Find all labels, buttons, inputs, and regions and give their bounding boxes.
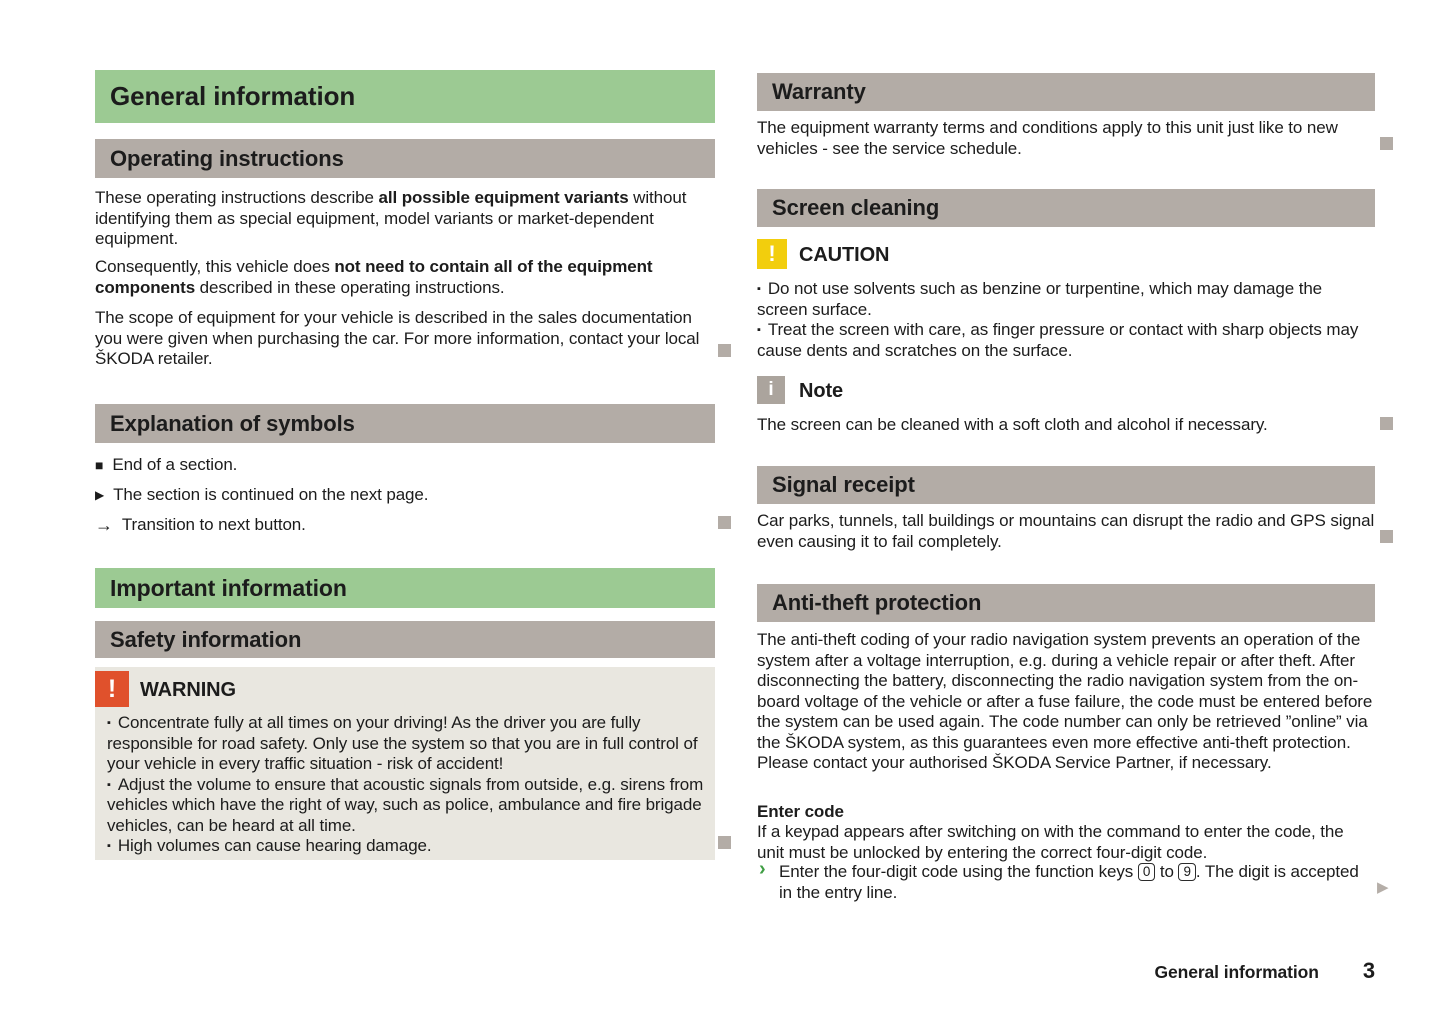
end-of-section-marker <box>718 516 731 529</box>
section-header-label: Important information <box>110 574 347 601</box>
section-header-screen-cleaning <box>757 189 1375 227</box>
warning-title: WARNING <box>140 679 236 701</box>
paragraph-operating-2 <box>95 257 715 298</box>
symbol-description: Transition to next button. <box>121 515 306 534</box>
footer-section-label: General information <box>1154 962 1319 982</box>
end-of-section-marker <box>718 344 731 357</box>
symbol-list-item <box>95 452 237 478</box>
paragraph-text: without identifying them as special equipment, model variants or market-dependent equipment. <box>95 188 687 248</box>
caution-icon <box>757 239 787 269</box>
bullet-icon: ▪ <box>757 324 761 336</box>
bullet-icon: ▪ <box>107 778 111 791</box>
end-of-section-marker <box>1380 530 1393 543</box>
section-header-anti-theft-protection <box>757 584 1375 622</box>
bullet-icon: ▪ <box>107 840 111 852</box>
footer-page-number: 3 <box>1362 958 1375 983</box>
paragraph-operating-1 <box>95 188 715 250</box>
transition-arrow-symbol-icon: → <box>95 515 113 535</box>
warning-icon-glyph: ! <box>107 674 117 703</box>
key-9-icon: 9 <box>1178 863 1195 881</box>
section-header-operating-instructions <box>95 139 715 178</box>
right-column <box>757 0 1389 1018</box>
left-column <box>95 0 715 1018</box>
warning-box <box>95 667 715 860</box>
section-header-explanation-of-symbols <box>95 404 715 443</box>
enter-code-step <box>757 858 1375 903</box>
end-of-section-marker <box>1380 417 1393 430</box>
section-header-general-information <box>95 70 715 123</box>
caution-icon-glyph: ! <box>768 241 776 266</box>
end-of-section-marker <box>718 836 731 849</box>
section-header-label: Operating instructions <box>110 145 344 171</box>
caution-bullet <box>757 320 1375 361</box>
section-header-label: Signal receipt <box>772 472 915 497</box>
symbol-description: The section is continued on the next page. <box>113 485 429 504</box>
paragraph-anti-theft: The anti-theft coding of your radio navigation system prevents an operation of the system after a voltage interruption, e.g. during a vehicle repair or after theft. After disconnecting the battery, disconnecting the radio navigation system from the on-board voltage of the vehicle or after a fuse failure, the code must be entered before the system can be used again. The code number can only be retrieved ”online” via the ŠKODA system, as this guarantees even more effective anti-theft protection. Please contact your authorised ŠKODA Service Partner, if necessary. <box>757 630 1373 772</box>
note-title: Note <box>799 380 844 402</box>
caution-bullet <box>757 279 1375 320</box>
paragraph-text: Consequently, this vehicle does <box>95 257 335 276</box>
section-header-label: Screen cleaning <box>772 195 940 220</box>
paragraph-text: These operating instructions describe <box>95 188 379 207</box>
section-continued-symbol-icon: ▶ <box>95 488 105 502</box>
warning-bullet <box>107 775 705 837</box>
section-header-signal-receipt <box>757 466 1375 504</box>
caution-title: CAUTION <box>799 244 890 266</box>
paragraph-enter-code: If a keypad appears after switching on with the command to enter the code, the unit must be unlocked by entering the correct four-digit code. <box>757 822 1344 862</box>
key-0-icon: 0 <box>1138 863 1155 881</box>
paragraph-note: The screen can be cleaned with a soft cloth and alcohol if necessary. <box>757 415 1268 434</box>
bullet-text: Treat the screen with care, as finger pressure or contact with sharp objects may cause dents and scratches on the surface. <box>757 320 1359 360</box>
end-of-section-marker <box>1380 137 1393 150</box>
section-header-important-information <box>95 568 715 608</box>
warning-bullet <box>107 713 705 775</box>
section-header-warranty <box>757 73 1375 111</box>
caution-bullet-list <box>757 279 1375 361</box>
symbol-list-item <box>95 512 306 538</box>
bullet-icon: ▪ <box>107 717 111 729</box>
paragraph-text: described in these operating instructions. <box>195 277 505 297</box>
page-footer <box>757 958 1375 984</box>
paragraph-signal-receipt: Car parks, tunnels, tall buildings or mountains can disrupt the radio and GPS signal even causing it to fail completely. <box>757 511 1375 551</box>
warning-icon <box>95 671 129 707</box>
bullet-text: Concentrate fully at all times on your driving! As the driver you are fully responsible for road safety. Only use the system so that you are in full control of your vehicle in every traffic situation - risk of accident! <box>107 713 698 773</box>
symbol-list-item <box>95 482 428 508</box>
warning-bullet <box>107 836 705 857</box>
symbol-description: End of a section. <box>112 455 238 474</box>
step-chevron-icon: › <box>759 858 766 880</box>
step-text: . The digit is accepted in the entry line. <box>779 862 1359 902</box>
warning-bullet-list <box>107 713 705 857</box>
bullet-text: Do not use solvents such as benzine or turpentine, which may damage the screen surface. <box>757 279 1323 319</box>
paragraph-bold-text: not need to contain all of the equipment components <box>95 257 653 297</box>
section-header-label: Anti-theft protection <box>772 590 982 615</box>
bullet-icon: ▪ <box>757 283 761 295</box>
section-header-label: Explanation of symbols <box>110 410 355 436</box>
section-header-safety-information <box>95 621 715 658</box>
section-header-label: Warranty <box>772 79 866 104</box>
note-icon-glyph: i <box>768 379 774 400</box>
enter-code-heading: Enter code <box>757 802 844 821</box>
section-continued-marker-icon: ▶ <box>1377 879 1389 896</box>
bullet-text: High volumes can cause hearing damage. <box>117 836 432 855</box>
paragraph-bold-text: all possible equipment variants <box>378 188 629 207</box>
paragraph-warranty: The equipment warranty terms and conditions apply to this unit just like to new vehicles - see the service schedule. <box>757 118 1338 158</box>
note-icon <box>757 376 785 404</box>
step-text: Enter the four-digit code using the function keys <box>779 862 1138 881</box>
step-text: to <box>1155 862 1179 881</box>
section-header-label: Safety information <box>110 626 302 652</box>
end-of-section-symbol-icon: ■ <box>95 457 104 473</box>
paragraph-operating-3: The scope of equipment for your vehicle is described in the sales documentation you were given when purchasing the car. For more information, contact your local ŠKODA retailer. <box>95 308 700 368</box>
section-header-label: General information <box>110 81 356 111</box>
bullet-text: Adjust the volume to ensure that acoustic signals from outside, e.g. sirens from vehicles which have the right of way, such as police, ambulance and fire brigade vehicles, can be heard at all time. <box>107 774 704 835</box>
